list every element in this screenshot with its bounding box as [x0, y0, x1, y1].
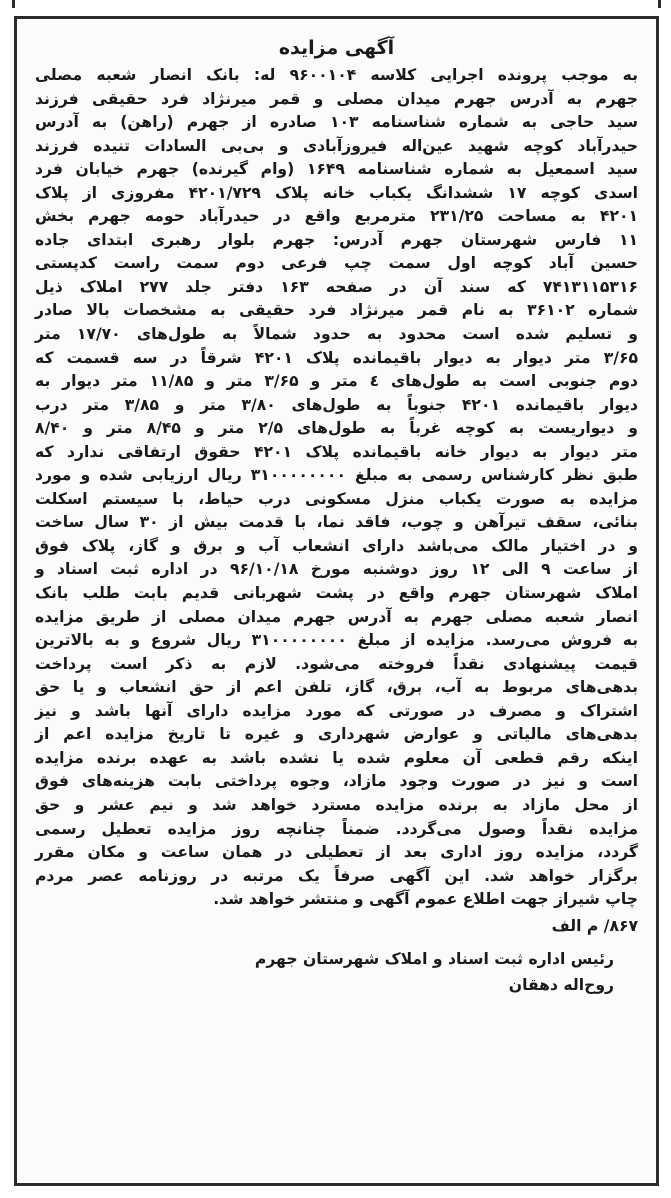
notice-line: است و نیز در صورت وجود مازاد، وجوه پرداختی بابت هزینه‌های فوق — [35, 772, 638, 791]
notice-line: متر دیوار به دیوار خانه باقیمانده پلاک ۴۲۰۱ حقوق ارتفاقی ندارد که — [35, 442, 638, 461]
notice-line: از محل مازاد به برنده مزایده مسترد خواهد شد و نیم عشر و حق — [35, 795, 638, 814]
notice-line: املاک شهرستان جهرم واقع در پشت شهربانی قدیم بابت طلب بانک — [35, 584, 638, 603]
notice-line: جهرم به آدرس جهرم میدان مصلی و قمر میرنژاد فرد حقیقی فرزند — [35, 89, 638, 108]
notice-line: اشتراک و مصرف در صورتی که مورد مزایده دارای آنها باشد و نیز — [35, 701, 638, 720]
notice-line: مزایده به صورت یکباب منزل مسکونی درب حیاط، با سیستم اسکلت — [35, 489, 638, 508]
signature-position: رئیس اداره ثبت اسناد و املاک شهرستان جهرم — [254, 949, 614, 968]
notice-line: و دیواریست به کوچه غرباً به طول‌های ۲/۵ متر و ۸/۴۵ متر و ۸/۴۰ — [35, 419, 638, 438]
signature-block — [35, 946, 614, 998]
notice-line: بدهی‌های مربوط به آب، برق، گاز، تلفن اعم از حق انشعاب و یا حق — [35, 678, 638, 697]
notice-line: حیدرآباد کوچه شهید عین‌اله فیروزآبادی و بی‌بی السادات تنیده فرزند — [35, 136, 638, 155]
notice-line: دیوار باقیمانده ۴۲۰۱ جنوباً به طول‌های ۳/۸۰ متر و ۳/۸۵ متر درب — [35, 395, 638, 414]
notice-line: به موجب پرونده اجرایی کلاسه ۹۶۰۰۱۰۴ له: بانک انصار شعبه مصلی — [35, 66, 638, 84]
notice-line: از ساعت ۹ الی ۱۲ روز دوشنبه مورخ ۹۶/۱۰/۱۸ در اداره ثبت اسناد و — [35, 560, 638, 579]
top-rule-right — [658, 0, 661, 8]
notice-line: اینکه رقم قطعی آن معلوم شده یا نشده باشد به عهده برنده مزایده — [35, 748, 638, 767]
notice-body — [35, 64, 638, 912]
notice-line: چاپ شیراز جهت اطلاع عموم آگهی و منتشر خواهد شد. — [213, 890, 638, 909]
notice-line: انصار شعبه مصلی جهرم به آدرس جهرم میدان مصلی از طریق مزایده — [35, 607, 638, 626]
notice-code: ۸۶۷/ م الف — [551, 916, 638, 935]
notice-line: شماره ۳۶۱۰۲ به نام قمر میرنژاد فرد حقیقی به مشخصات بالا صادر — [35, 301, 638, 320]
notice-line: ۱۱ فارس شهرستان جهرم آدرس: جهرم بلوار رهبری ابتدای جاده — [35, 230, 638, 249]
notice-line: سید اسمعیل به شماره شناسنامه ۱۶۴۹ (وام گیرنده) جهرم خیابان فرد — [35, 160, 639, 179]
notice-title: آگهی مزایده — [278, 37, 395, 59]
top-rule-left — [12, 0, 15, 8]
notice-line: بنائی، سقف تیرآهن و چوب، فاقد نما، با قدمت بیش از ۳۰ سال ساخت — [35, 513, 638, 532]
notice-line: طبق نظر کارشناس رسمی به مبلغ ۳۱۰۰۰۰۰۰۰۰ ریال ارزیابی شده و مورد — [35, 466, 639, 485]
notice-content — [35, 35, 638, 998]
notice-frame — [14, 16, 659, 1186]
notice-line: اسدی کوچه ۱۷ ششدانگ یکباب خانه پلاک ۴۲۰۱/۷۲۹ مفروزی از پلاک — [35, 183, 639, 202]
notice-line: ۳/۶۵ متر دیوار به دیوار باقیمانده پلاک ۴۲۰۱ شرقاً در سه قسمت که — [35, 348, 638, 367]
notice-line: بدهی‌های مالیاتی و عوارض شهرداری و غیره تا تاریخ مزایده اعم از — [35, 725, 638, 744]
notice-line: مزایده نقداً وصول می‌گردد. ضمناً چنانچه روز مزایده تعطیل رسمی — [35, 819, 638, 838]
notice-line: به فروش می‌رسد. مزایده از مبلغ ۳۱۰۰۰۰۰۰۰۰ ریال شروع و به بالاترین — [35, 631, 639, 650]
notice-line: برگزار خواهد شد. این آگهی صرفاً یک مرتبه در روزنامه عصر مردم — [35, 866, 638, 885]
notice-line: قیمت پیشنهادی نقداً فروخته می‌شود. لازم به ذکر است پرداخت — [35, 654, 638, 673]
notice-line: حسین آباد کوچه اول سمت چپ فرعی دوم سمت راست کدپستی — [35, 254, 638, 273]
notice-line: ۴۲۰۱ به مساحت ۲۳۱/۲۵ مترمربع واقع در حیدرآباد حومه جهرم بخش — [35, 207, 638, 226]
notice-line: و در اختیار مالک می‌باشد دارای انشعاب آب و برق و گاز، پلاک فوق — [35, 536, 638, 555]
notice-line: دوم جنوبی است به طول‌های ٤ متر و ۳/۶۵ متر و ۱۱/۸۵ متر دیوار به — [35, 372, 639, 391]
notice-line: سید حاجی به شماره شناسنامه ۱۰۳ صادره از جهرم (راهن) به آدرس — [35, 113, 638, 132]
notice-line: گردد، مزایده روز اداری بعد از تعطیلی در همان ساعت و مکان مقرر — [35, 843, 638, 862]
notice-line: و تسلیم شده است محدود به حدود شمالاً به طول‌های ۱۷/۷۰ متر — [35, 325, 638, 344]
signature-name: روح‌اله دهقان — [508, 975, 614, 994]
notice-line: ۷۴۱۳۱۱۵۳۱۶ که سند آن در صفحه ۱۶۳ دفتر جلد ۲۷۷ املاک ذیل — [35, 277, 638, 296]
